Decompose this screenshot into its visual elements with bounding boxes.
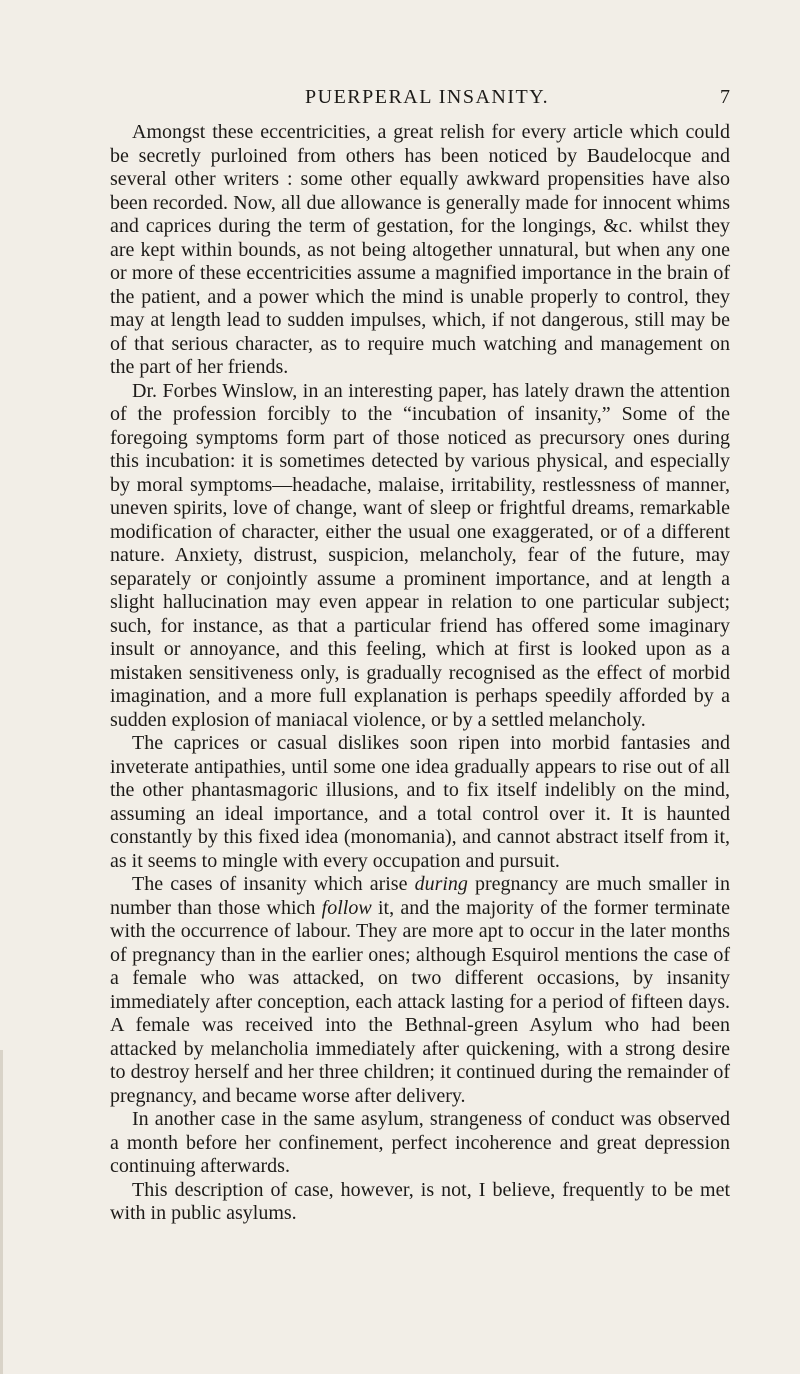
paragraph-text: Amongst these eccentricities, a great relish for every article which could be secretly purloined from others has been noticed by Baudelocque and several other writers : some other equally awkward propensities have also been recorded. Now, all due allowance is generally made for innocent whims and caprices during the term of gestation, for the longings, &c. whilst they are kept within bounds, as not being altogether unnatural, but when any one or more of these eccentricities assume a magnified importance in the brain of the patient, and a power which the mind is unable properly to control, they may at length lead to sudden impulses, which, if not dangerous, still may be of that serious character, as to require much watching and management on the part of her friends. bbox=[110, 121, 730, 378]
running-title: PUERPERAL INSANITY. bbox=[305, 86, 550, 108]
page-number: 7 bbox=[720, 86, 730, 108]
paragraph bbox=[110, 121, 730, 380]
paragraph-text-part: pregnancy are much smaller in number than those which bbox=[110, 873, 731, 919]
paragraph-text-part: The cases of insanity which arise bbox=[132, 873, 415, 895]
running-header bbox=[110, 86, 730, 112]
paragraph bbox=[110, 732, 730, 873]
paragraph bbox=[110, 873, 730, 1108]
paragraph-text-part: it, and the majority of the former terminate with the occurrence of labour. They are more apt to occur in the later months of pregnancy than in the earlier ones; although Esquirol mentions the case of a female who was attacked, on two different occasions, by insanity immediately after conception, each attack lasting for a period of fifteen days. A female was received into the Bethnal-green Asylum who had been attacked by melancholia immediately after quickening, with a strong desire to destroy herself and her three children; it continued during the remainder of pregnancy, and became worse after delivery. bbox=[110, 896, 730, 1107]
paragraph-text: In another case in the same asylum, strangeness of conduct was observed a month before her confinement, perfect incoherence and great depression continuing afterwards. bbox=[110, 1108, 730, 1177]
paragraph-text: The caprices or casual dislikes soon ripen into morbid fantasies and inveterate antipathies, until some one idea gradually appears to rise out of all the other phantasmagoric illusions, and to fix itself indelibly on the mind, assuming an ideal importance, and a total control over it. It is haunted constantly by this fixed idea (monomania), and cannot abstract itself from it, as it seems to mingle with every occupation and pursuit. bbox=[110, 732, 730, 872]
italic-emphasis: during bbox=[414, 873, 468, 895]
page-edge-shadow bbox=[0, 1050, 3, 1374]
italic-emphasis: follow bbox=[321, 896, 372, 919]
paragraph bbox=[110, 1179, 730, 1226]
paragraph bbox=[110, 1108, 730, 1179]
body-text bbox=[110, 121, 730, 1226]
paragraph-text: This description of case, however, is not, I believe, frequently to be met with in public asylums. bbox=[110, 1178, 730, 1224]
paragraph-text: Dr. Forbes Winslow, in an interesting paper, has lately drawn the attention of the profession forcibly to the “incubation of insanity,” Some of the foregoing symptoms form part of those noticed as precursory ones during this incubation: it is sometimes detected by various physical, and especially by moral symptoms—headache, malaise, irritability, restlessness of manner, uneven spirits, love of change, want of sleep or frightful dreams, remarkable modification of character, either the usual one exaggerated, or of a different nature. Anxiety, distrust, suspicion, melancholy, fear of the future, may separately or conjointly assume a prominent importance, and at length a slight hallucination may even appear in relation to one particular subject; such, for instance, as that a particular friend has offered some imaginary insult or annoyance, and this feeling, which at first is looked upon as a mistaken sensitiveness only, is gradually recognised as the effect of morbid imagination, and a more full explanation is perhaps speedily afforded by a sudden explosion of maniacal violence, or by a settled melancholy. bbox=[110, 379, 730, 731]
paragraph bbox=[110, 380, 730, 733]
